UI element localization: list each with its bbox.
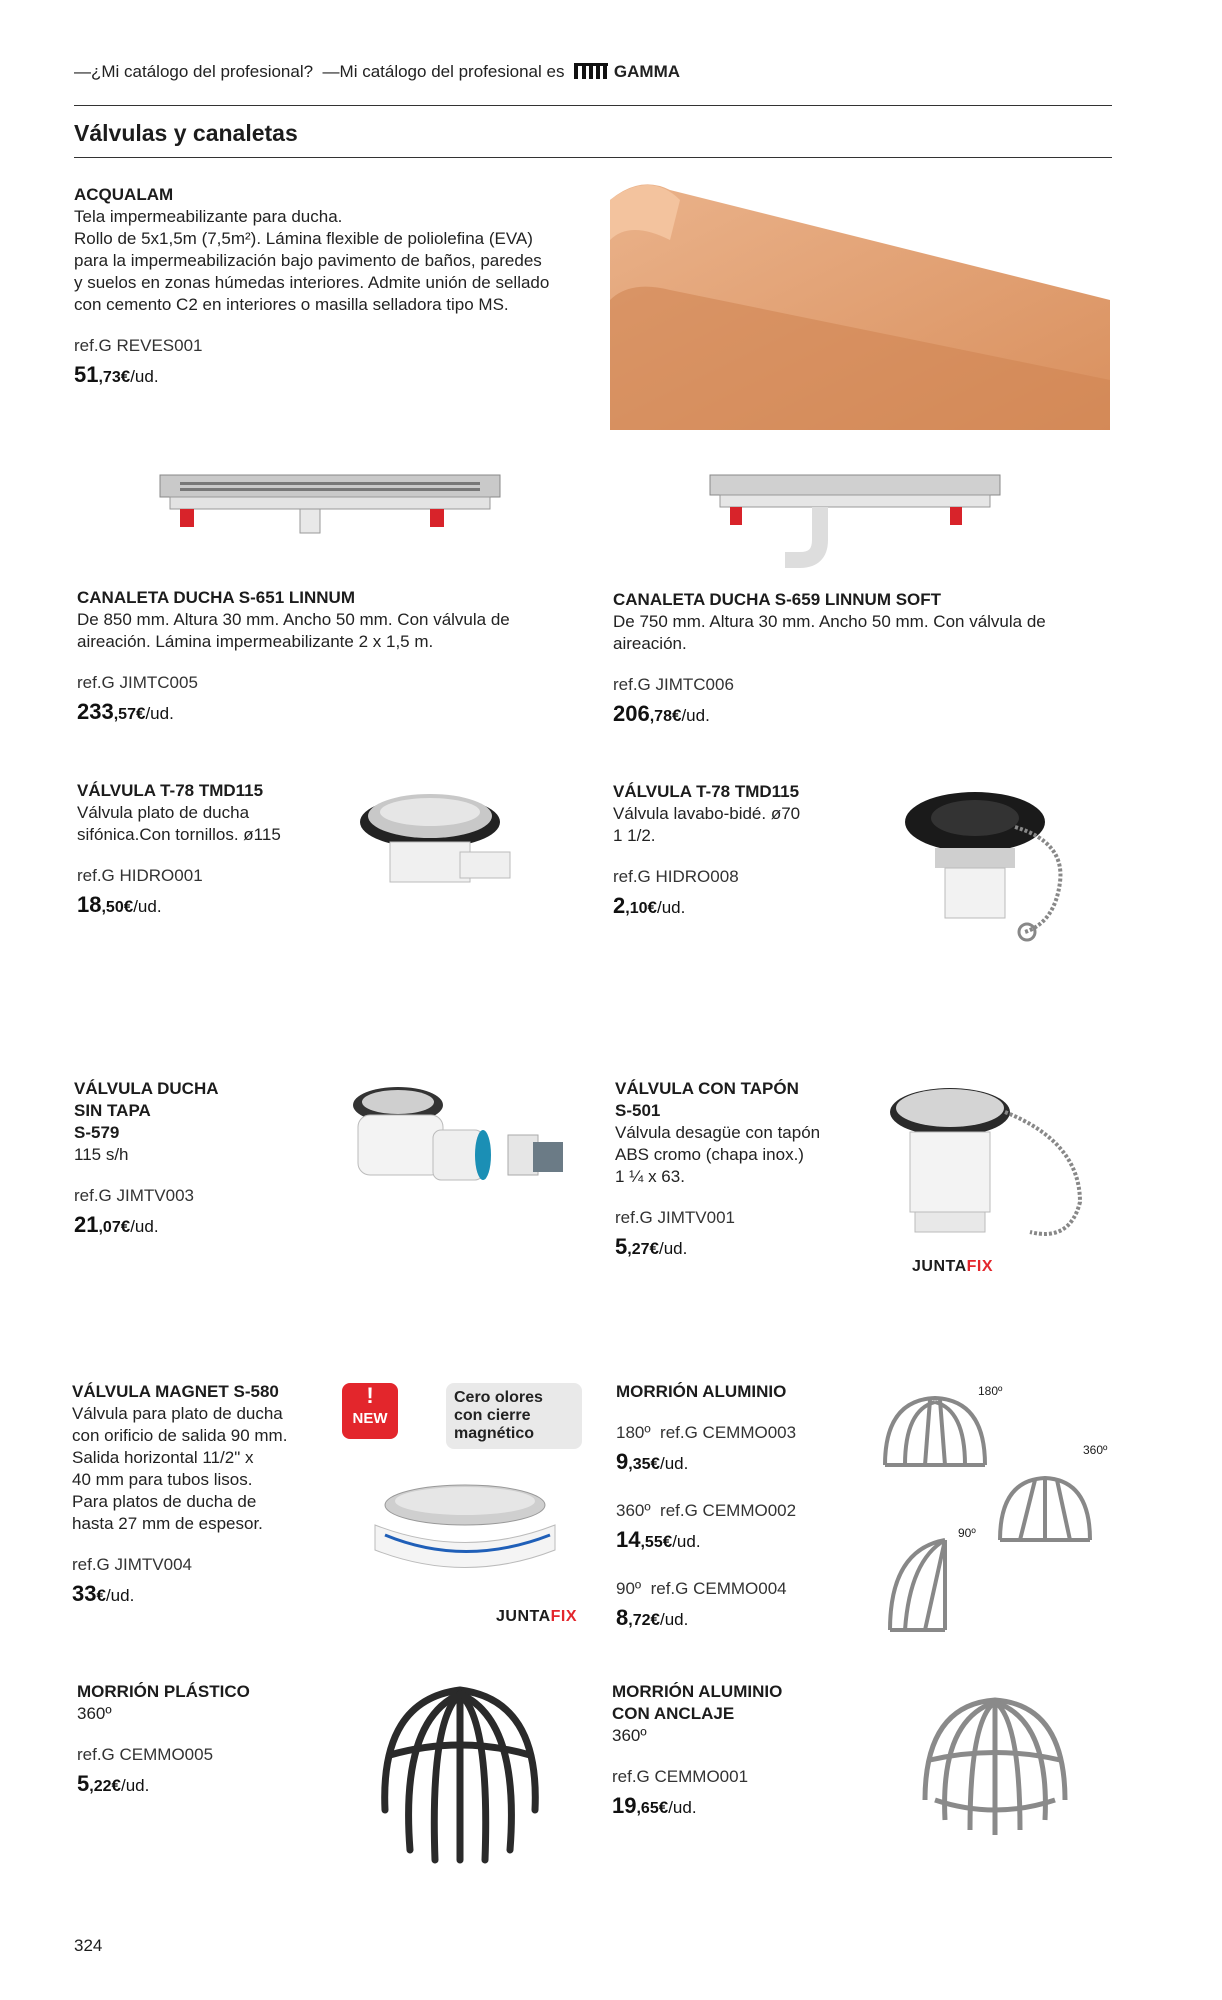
product-ref: ref.G JIMTV001 (615, 1208, 735, 1227)
section-rule (74, 157, 1112, 158)
product-price (613, 893, 873, 919)
badge-excl: ! (366, 1383, 374, 1408)
product-title-line: S-501 (615, 1101, 661, 1120)
header-question: —¿Mi catálogo del profesional? (74, 62, 314, 81)
price-int: 5 (615, 1234, 628, 1259)
desc-line: aireación. Lámina impermeabilizante 2 x 1,5 m. (77, 632, 434, 651)
juntafix-b: FIX (966, 1258, 994, 1275)
product-title: VÁLVULA T-78 TMD115 (77, 781, 264, 800)
price-dec: ,35 (628, 1456, 651, 1473)
product-title-line: VÁLVULA CON TAPÓN (615, 1079, 799, 1098)
price-dec: ,10 (625, 900, 648, 917)
currency: € (120, 1217, 131, 1236)
juntafix-a: JUNTA (912, 1258, 967, 1275)
product-ref: ref.G CEMMO002 (660, 1501, 797, 1520)
valve-t78-lavabo-image (895, 782, 1095, 952)
valve-s579-image (338, 1080, 578, 1210)
product-s659 (613, 589, 1113, 727)
desc-line: De 750 mm. Altura 30 mm. Ancho 50 mm. Con válvula de (613, 612, 1046, 631)
unit: /ud. (130, 1217, 159, 1236)
desc-line: 40 mm para tubos lisos. (72, 1470, 253, 1489)
desc-line: 1 1/2. (613, 826, 656, 845)
variant-row (616, 1579, 876, 1631)
price-dec: ,27 (627, 1241, 650, 1258)
product-title: MORRIÓN ALUMINIO (616, 1382, 787, 1401)
product-price (613, 701, 1113, 727)
price-dec: ,73 (98, 369, 121, 386)
price-int: 9 (616, 1449, 629, 1474)
product-t78-lavabo (613, 781, 873, 919)
desc-line: Válvula desagüe con tapón (615, 1123, 821, 1142)
product-ref: ref.G HIDRO001 (77, 866, 203, 885)
desc-line: Válvula plato de ducha (77, 803, 250, 822)
currency: € (135, 704, 146, 723)
new-badge (342, 1383, 398, 1439)
product-morrion-anclaje (612, 1681, 872, 1819)
product-price (74, 1212, 334, 1238)
product-ref: ref.G JIMTV004 (72, 1555, 192, 1574)
header-rule (74, 105, 1112, 106)
valve-s501-image (880, 1082, 1100, 1252)
angle-label: 90º (958, 1526, 976, 1540)
morrion-aluminio-image (875, 1380, 1115, 1640)
price-int: 33 (72, 1581, 97, 1606)
desc-line: Para platos de ducha de (72, 1492, 257, 1511)
desc-line: 1 ¼ x 63. (615, 1167, 685, 1186)
note-line: con cierre (454, 1407, 531, 1424)
desc-line: Salida horizontal 11/2" x (72, 1448, 254, 1467)
desc-line: para la impermeabilización bajo pavimento de baños, paredes (74, 251, 542, 270)
unit: /ud. (133, 897, 162, 916)
gamma-logo-icon (574, 63, 608, 79)
juntafix-b: FIX (550, 1608, 578, 1625)
product-ref: ref.G JIMTC006 (613, 675, 734, 694)
juntafix-logo (496, 1608, 577, 1626)
price-dec: ,65 (636, 1800, 659, 1817)
product-title: VÁLVULA T-78 TMD115 (613, 782, 800, 801)
price-dec: ,72 (628, 1612, 651, 1629)
unit: /ud. (659, 1610, 689, 1629)
badge-label: NEW (352, 1410, 388, 1427)
product-s579 (74, 1078, 334, 1238)
product-morrion-aluminio (616, 1381, 876, 1631)
product-title-line: MORRIÓN ALUMINIO (612, 1682, 783, 1701)
desc-line: Válvula lavabo-bidé. ø70 (613, 804, 801, 823)
morrion-anclaje-image (915, 1690, 1075, 1860)
unit: /ud. (681, 706, 710, 725)
unit: /ud. (672, 1532, 701, 1551)
desc-line: ABS cromo (chapa inox.) (615, 1145, 804, 1164)
price-dec: ,07 (98, 1219, 121, 1236)
feature-note (446, 1383, 582, 1449)
desc-line: sifónica.Con tornillos. ø115 (77, 825, 281, 844)
product-morrion-plastico (77, 1681, 337, 1797)
unit: /ud. (659, 1454, 689, 1473)
product-title-line: VÁLVULA DUCHA (74, 1079, 219, 1098)
product-ref: ref.G JIMTC005 (77, 673, 198, 692)
currency: € (96, 1586, 106, 1605)
currency: € (650, 1610, 660, 1629)
desc-line: De 850 mm. Altura 30 mm. Ancho 50 mm. Con válvula de (77, 610, 510, 629)
product-title: CANALETA DUCHA S-651 LINNUM (77, 588, 355, 607)
unit: /ud. (656, 898, 686, 917)
section-title: Válvulas y canaletas (74, 120, 298, 146)
angle-label: 180º (978, 1384, 1003, 1398)
desc-line: con orificio de salida 90 mm. (72, 1426, 288, 1445)
price-int: 51 (74, 362, 99, 387)
product-price (616, 1449, 876, 1475)
acqualam-membrane-image (610, 180, 1110, 430)
product-desc (74, 206, 594, 316)
price-dec: ,57 (113, 706, 136, 723)
header-tagline (74, 62, 680, 82)
currency: € (671, 706, 682, 725)
juntafix-logo (912, 1258, 993, 1276)
product-s501 (615, 1078, 875, 1260)
price-int: 5 (77, 1771, 90, 1796)
price-dec: ,50 (101, 899, 124, 916)
desc-line: Rollo de 5x1,5m (7,5m²). Lámina flexible de poliolefina (EVA) (74, 229, 533, 248)
product-s580 (72, 1381, 342, 1607)
desc-line: Tela impermeabilizante para ducha. (74, 207, 343, 226)
product-s651 (77, 587, 577, 725)
product-title: MORRIÓN PLÁSTICO (77, 1682, 250, 1701)
page-number: 324 (74, 1936, 103, 1955)
price-int: 21 (74, 1212, 99, 1237)
product-title: CANALETA DUCHA S-659 LINNUM SOFT (613, 590, 942, 609)
desc-line: hasta 27 mm de espesor. (72, 1514, 263, 1533)
currency: € (120, 367, 131, 386)
price-int: 206 (613, 701, 650, 726)
product-ref: ref.G CEMMO001 (612, 1767, 749, 1786)
variant-row (616, 1501, 876, 1553)
product-ref: ref.G CEMMO003 (660, 1423, 797, 1442)
unit: /ud. (105, 1586, 135, 1605)
brand-name: GAMMA (613, 62, 681, 81)
price-int: 14 (616, 1527, 641, 1552)
product-price (74, 362, 594, 388)
unit: /ud. (120, 1776, 150, 1795)
angle-label: 360º (1083, 1443, 1108, 1457)
unit: /ud. (130, 367, 159, 386)
variant-angle: 180º (616, 1423, 651, 1442)
price-int: 2 (613, 893, 626, 918)
valve-t78-ducha-image (350, 782, 530, 902)
product-title-line: S-579 (74, 1123, 120, 1142)
product-ref: ref.G REVES001 (74, 336, 203, 355)
product-price (77, 892, 337, 918)
desc-line: 360º (77, 1704, 112, 1723)
product-price (615, 1234, 875, 1260)
currency: € (111, 1776, 121, 1795)
currency: € (650, 1454, 660, 1473)
product-ref: ref.G JIMTV003 (74, 1186, 194, 1205)
product-price (77, 1771, 337, 1797)
currency: € (647, 898, 657, 917)
desc-line: con cemento C2 en interiores o masilla selladora tipo MS. (74, 295, 509, 314)
desc-line: Válvula para plato de ducha (72, 1404, 283, 1423)
currency: € (123, 897, 134, 916)
unit: /ud. (668, 1798, 697, 1817)
juntafix-a: JUNTA (496, 1608, 551, 1625)
canaleta-s651-image (150, 455, 510, 555)
product-price (616, 1527, 876, 1553)
currency: € (662, 1532, 673, 1551)
note-line: Cero olores (454, 1389, 543, 1406)
currency: € (658, 1798, 669, 1817)
valve-s580-image (355, 1480, 585, 1590)
unit: /ud. (145, 704, 174, 723)
note-line: magnético (454, 1425, 535, 1442)
unit: /ud. (658, 1239, 688, 1258)
product-price (72, 1581, 342, 1607)
price-dec: ,22 (89, 1778, 112, 1795)
product-ref: ref.G CEMMO005 (77, 1745, 214, 1764)
product-title: VÁLVULA MAGNET S-580 (72, 1382, 279, 1401)
desc-line: 360º (612, 1726, 647, 1745)
variant-angle: 360º (616, 1501, 651, 1520)
product-price (77, 699, 577, 725)
desc-line: 115 s/h (74, 1145, 129, 1164)
product-title: ACQUALAM (74, 185, 174, 204)
price-int: 19 (612, 1793, 637, 1818)
morrion-plastico-image (375, 1680, 545, 1870)
header-answer: —Mi catálogo del profesional es (322, 62, 565, 81)
variant-angle: 90º (616, 1579, 642, 1598)
price-dec: ,78 (649, 708, 672, 725)
canaleta-s659-image (690, 465, 1020, 575)
price-int: 18 (77, 892, 102, 917)
price-dec: ,55 (640, 1534, 663, 1551)
product-price (616, 1605, 876, 1631)
desc-line: aireación. (613, 634, 687, 653)
price-int: 233 (77, 699, 114, 724)
product-price (612, 1793, 872, 1819)
product-acqualam (74, 184, 594, 388)
product-title-line: CON ANCLAJE (612, 1704, 735, 1723)
price-int: 8 (616, 1605, 629, 1630)
currency: € (649, 1239, 659, 1258)
product-ref: ref.G CEMMO004 (650, 1579, 787, 1598)
product-title-line: SIN TAPA (74, 1101, 151, 1120)
variant-row (616, 1423, 876, 1475)
product-ref: ref.G HIDRO008 (613, 867, 739, 886)
product-t78-ducha (77, 780, 337, 918)
desc-line: y suelos en zonas húmedas interiores. Admite unión de sellado (74, 273, 550, 292)
